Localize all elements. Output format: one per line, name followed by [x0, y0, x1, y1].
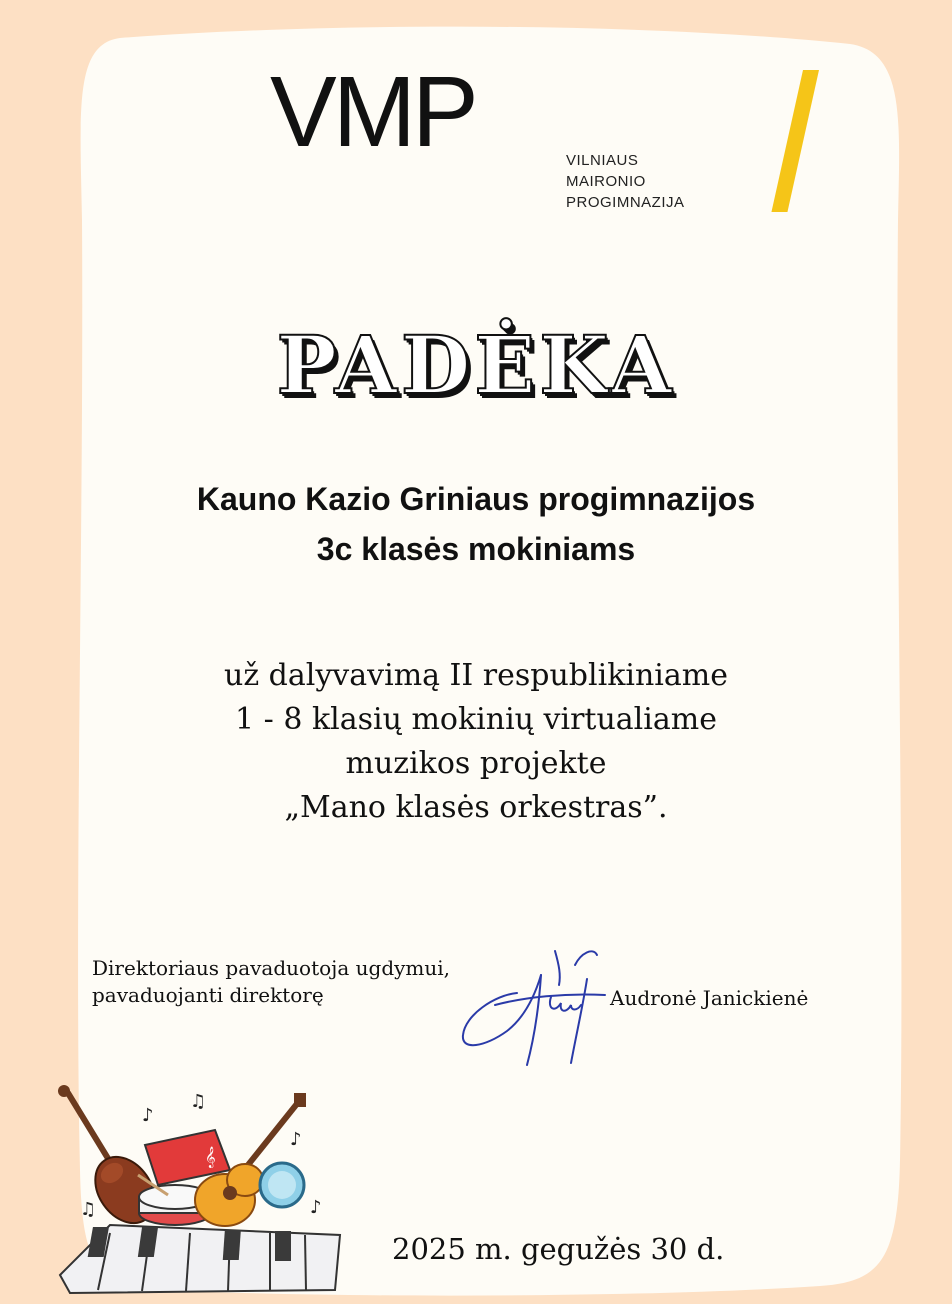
logo-subtitle	[566, 150, 685, 213]
music-instruments-illustration	[50, 1085, 350, 1295]
recipient-block	[0, 474, 952, 574]
tambourine-icon	[260, 1163, 304, 1207]
svg-text:♪: ♪	[310, 1197, 322, 1218]
logo-line-1: VILNIAUS	[566, 152, 639, 169]
svg-text:𝄞: 𝄞	[205, 1147, 216, 1168]
award-reason	[0, 654, 952, 830]
signer-role-line-1: Direktoriaus pavaduotoja ugdymui,	[92, 956, 451, 980]
svg-text:♫: ♫	[80, 1199, 97, 1220]
signer-role	[92, 955, 450, 1009]
logo-wordmark: VMP	[270, 56, 475, 168]
logo-line-2: MAIRONIO	[566, 173, 646, 190]
signer-name: Audronė Janickienė	[610, 986, 809, 1010]
handwritten-signature	[455, 935, 635, 1075]
recipient-line-1: Kauno Kazio Griniaus progimnazijos	[196, 481, 756, 517]
reason-line-2: 1 - 8 klasių mokinių virtualiame	[235, 702, 717, 737]
signer-role-line-2: pavaduojanti direktorę	[92, 983, 324, 1007]
piano-keys-icon	[60, 1225, 340, 1293]
svg-text:♪: ♪	[290, 1129, 302, 1150]
school-logo	[270, 56, 710, 232]
certificate-title: PADĖKA	[276, 318, 676, 412]
svg-text:♫: ♫	[190, 1091, 207, 1112]
logo-line-3: PROGIMNAZIJA	[566, 194, 685, 211]
reason-line-3: muzikos projekte	[345, 746, 607, 781]
reason-line-1: už dalyvavimą II respublikiniame	[224, 658, 728, 693]
certificate-date: 2025 m. gegužės 30 d.	[392, 1232, 725, 1266]
logo-slash-icon	[765, 62, 825, 212]
svg-text:♪: ♪	[142, 1105, 154, 1126]
recipient-line-2: 3c klasės mokiniams	[316, 531, 636, 567]
reason-line-4: „Mano klasės orkestras”.	[284, 790, 668, 825]
